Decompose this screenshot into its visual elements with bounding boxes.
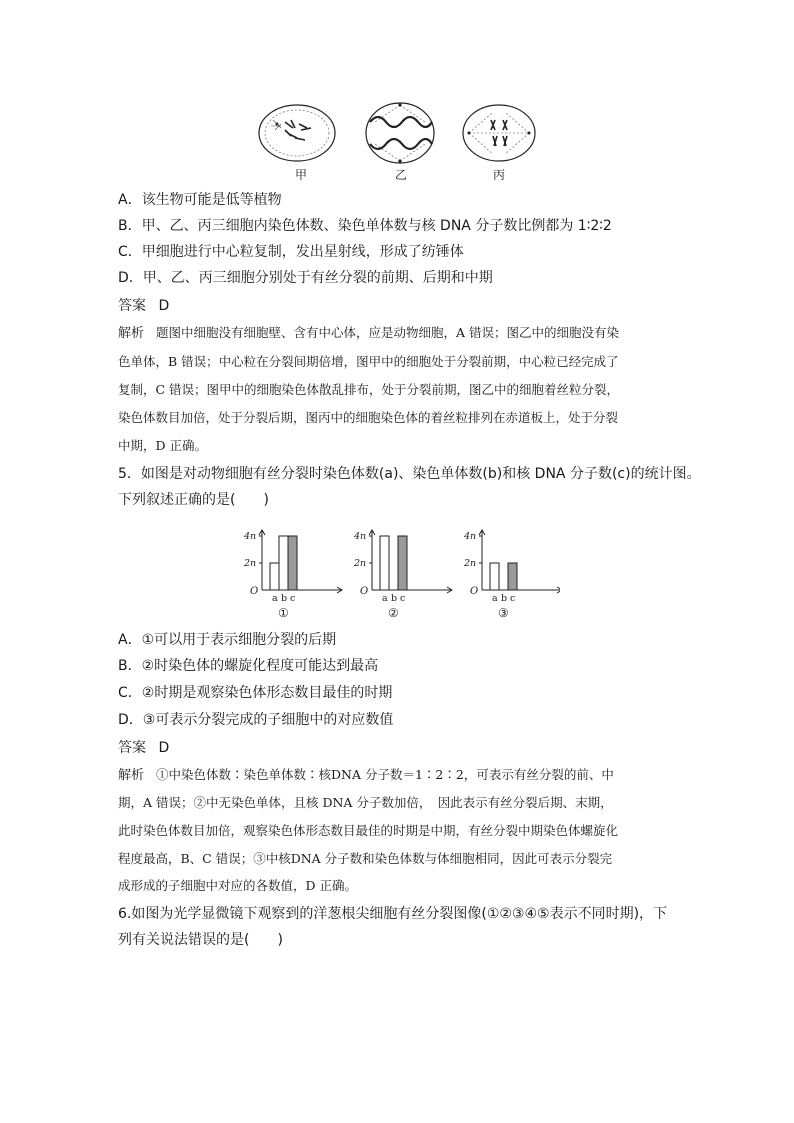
chart-number-label: ③ <box>498 606 509 620</box>
q4-answer-value: D <box>158 298 170 314</box>
category-label-b: b <box>281 593 288 604</box>
bar-chart-1 <box>243 530 342 620</box>
bar-a <box>490 563 499 590</box>
y-tick-label: 2n <box>354 558 367 569</box>
q5-answer-label: 答案 <box>118 740 146 756</box>
q5-analysis-line-2: 期，A 错误；②中无染色单体，且核 DNA 分子数加倍， 因此表示有丝分裂后期、末期， <box>118 795 613 810</box>
bar-c <box>288 536 297 590</box>
q4-analysis-line-5: 中期，D 正确。 <box>118 438 207 453</box>
q6-stem-line-2: 列有关说法错误的是( ) <box>118 932 283 948</box>
bar-a <box>270 563 279 590</box>
chart-number-label: ② <box>388 606 399 620</box>
q4-analysis-text-1: 题图中细胞没有细胞壁、含有中心体，应是动物细胞，A 错误；图乙中的细胞没有染 <box>156 325 620 340</box>
q5-charts-svg <box>240 518 560 628</box>
q5-stem-line-2: 下列叙述正确的是( ) <box>118 492 269 508</box>
category-label-a: a <box>382 593 388 604</box>
q5-option-c: C．②时期是观察染色体形态数目最佳的时期 <box>118 685 393 701</box>
q4-analysis-line-4: 染色体数目加倍，处于分裂后期，图丙中的细胞染色体的着丝粒排列在赤道板上，处于分裂 <box>118 410 619 425</box>
q4-analysis-line-1 <box>118 324 619 343</box>
q5-analysis-label: 解析 <box>118 768 145 783</box>
bar-c <box>508 563 517 590</box>
q5-stem-line-1: 5．如图是对动物细胞有丝分裂时染色体数(a)、染色单体数(b)和核 DNA 分子数(c)的统计图。 <box>118 466 701 482</box>
cell-yi-drawing <box>366 103 434 163</box>
y-tick-label: 4n <box>354 531 367 542</box>
q4-option-d: D．甲、乙、丙三细胞分别处于有丝分裂的前期、后期和中期 <box>118 270 493 286</box>
q5-option-a: A．①可以用于表示细胞分裂的后期 <box>118 632 337 648</box>
cell-drawings <box>255 100 545 170</box>
q5-analysis-line-3: 此时染色体数目加倍，观察染色体形态数目最佳的时期是中期，有丝分裂中期染色体螺旋化 <box>118 823 619 838</box>
q4-option-c: C．甲细胞进行中心粒复制，发出星射线，形成了纺锤体 <box>118 244 464 260</box>
q4-answer-label: 答案 <box>118 298 146 314</box>
cell-label-bing: 丙 <box>493 168 506 182</box>
q4-option-a: A．该生物可能是低等植物 <box>118 192 282 208</box>
cell-jia-drawing <box>259 105 335 161</box>
origin-label: O <box>250 586 259 597</box>
y-tick-label: 2n <box>244 558 257 569</box>
q4-option-b: B．甲、乙、丙三细胞内染色体数、染色单体数与核 DNA 分子数比例都为 1∶2∶2 <box>118 218 612 234</box>
q5-analysis-text-1: ①中染色体数∶染色单体数∶核DNA 分子数＝1∶2∶2，可表示有丝分裂的前、中 <box>156 767 614 782</box>
category-label-b: b <box>391 593 398 604</box>
cell-label-yi: 乙 <box>395 168 408 182</box>
category-label-c: c <box>290 593 296 604</box>
q4-analysis-label: 解析 <box>118 326 145 341</box>
category-label-a: a <box>272 593 278 604</box>
origin-label: O <box>360 586 369 597</box>
q5-option-d: D．③可表示分裂完成的子细胞中的对应数值 <box>118 712 394 728</box>
q6-stem-line-1: 6.如图为光学显微镜下观察到的洋葱根尖细胞有丝分裂图像(①②③④⑤表示不同时期)，下 <box>118 906 668 922</box>
q5-option-b: B．②时染色体的螺旋化程度可能达到最高 <box>118 658 379 674</box>
bar-b <box>279 536 288 590</box>
q5-analysis-line-4: 程度最高，B、C 错误；③中核DNA 分子数和染色体数与体细胞相同，因此可表示分裂完 <box>118 851 613 866</box>
category-label-a: a <box>492 593 498 604</box>
category-label-b: b <box>501 593 508 604</box>
q5-analysis-line-5: 成形成的子细胞中对应的各数值，D 正确。 <box>118 878 357 893</box>
q5-analysis-line-1 <box>118 766 614 785</box>
origin-label: O <box>470 586 479 597</box>
q5-bar-charts <box>240 518 560 628</box>
cell-bing-drawing <box>463 105 535 161</box>
category-label-c: c <box>510 593 516 604</box>
bar-chart-3 <box>463 530 560 620</box>
bar-c <box>398 536 407 590</box>
q5-answer <box>118 738 169 758</box>
bar-a <box>380 536 389 590</box>
chart-number-label: ① <box>278 606 289 620</box>
y-tick-label: 2n <box>464 558 477 569</box>
cell-division-figure <box>255 100 545 185</box>
q4-analysis-line-3: 复制，C 错误；图甲中的细胞染色体散乱排布，处于分裂前期，图乙中的细胞着丝粒分裂， <box>118 382 620 397</box>
q5-answer-value: D <box>158 740 170 756</box>
q4-answer <box>118 296 169 316</box>
bar-chart-2 <box>353 530 452 620</box>
y-tick-label: 4n <box>244 531 257 542</box>
category-label-c: c <box>400 593 406 604</box>
y-tick-label: 4n <box>464 531 477 542</box>
cell-label-jia: 甲 <box>295 168 308 182</box>
q4-analysis-line-2: 色单体，B 错误；中心粒在分裂间期倍增，图甲中的细胞处于分裂前期，中心粒已经完成了 <box>118 354 619 369</box>
